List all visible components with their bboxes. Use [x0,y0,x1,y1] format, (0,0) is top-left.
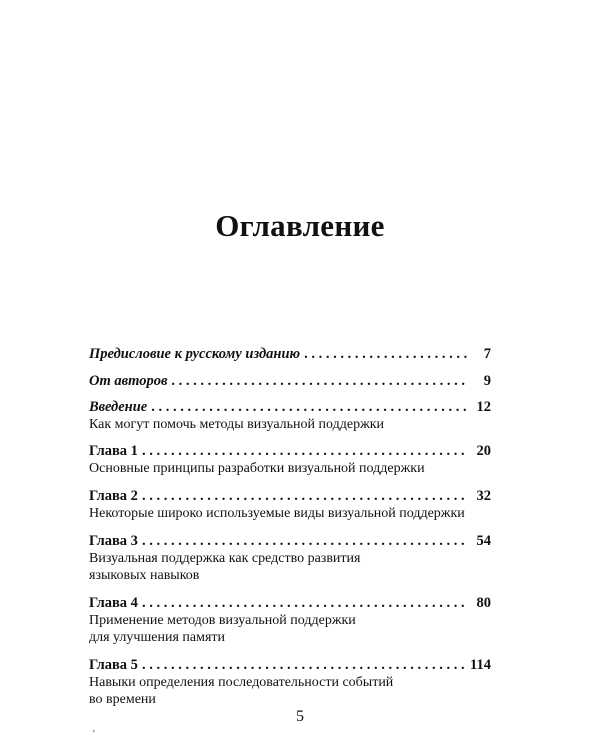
toc-entry-chapter-1[interactable] [89,442,491,477]
toc-entry-description: Применение методов визуальной поддержки [89,613,356,628]
toc-entry-label: Глава 2 [89,488,138,504]
toc-entry-description: Навыки определения последовательности событий [89,675,394,690]
toc-entry-label: Введение [89,399,148,415]
toc-entry-page: 20 [476,443,491,459]
toc-entry-description: Как могут помочь методы визуальной поддержки [89,417,385,432]
toc-entry-description-cont: языковых навыков [89,568,200,583]
toc-entry-from-authors[interactable] [89,372,491,390]
toc-entry-label: От авторов [89,373,168,389]
toc-leader-dots [142,594,467,612]
toc-entry-chapter-2[interactable] [89,487,491,522]
corner-mark: ' [93,729,95,740]
toc-entry-introduction[interactable] [89,398,491,433]
toc-leader-dots [171,372,467,390]
toc-entry-description: Основные принципы разработки визуальной поддержки [89,461,425,476]
toc-entry-page: 7 [483,346,491,362]
toc-leader-dots [142,487,467,505]
toc-leader-dots [142,532,467,550]
toc-entry-label: Предисловие к русскому изданию [89,346,301,362]
toc-entry-description: Некоторые широко используемые виды визуальной поддержки [89,506,465,521]
toc-leader-dots [151,398,467,416]
toc-entry-description-cont: во времени [89,692,156,707]
toc-entry-page: 9 [483,373,491,389]
toc-leader-dots [304,345,467,363]
page-number: 5 [296,708,304,725]
page-title: Оглавление [215,208,385,243]
toc-entry-page: 114 [470,657,491,673]
toc-leader-dots [142,656,464,674]
toc-entry-label: Глава 5 [89,657,138,673]
toc-entry-label: Глава 1 [89,443,138,459]
toc-entry-label: Глава 4 [89,595,138,611]
toc-entry-page: 54 [476,533,491,549]
toc-entry-chapter-5[interactable] [89,656,491,708]
toc-entry-chapter-4[interactable] [89,594,491,646]
toc-entry-description: Визуальная поддержка как средство развития [89,551,361,566]
toc-entry-page: 12 [476,399,491,415]
toc-entry-page: 32 [476,488,491,504]
toc-entry-page: 80 [476,595,491,611]
toc-entry-preface[interactable] [89,345,491,363]
table-of-contents [89,345,491,708]
toc-entry-description-cont: для улучшения памяти [89,630,225,645]
toc-entry-label: Глава 3 [89,533,138,549]
toc-leader-dots [142,442,467,460]
toc-entry-chapter-3[interactable] [89,532,491,584]
